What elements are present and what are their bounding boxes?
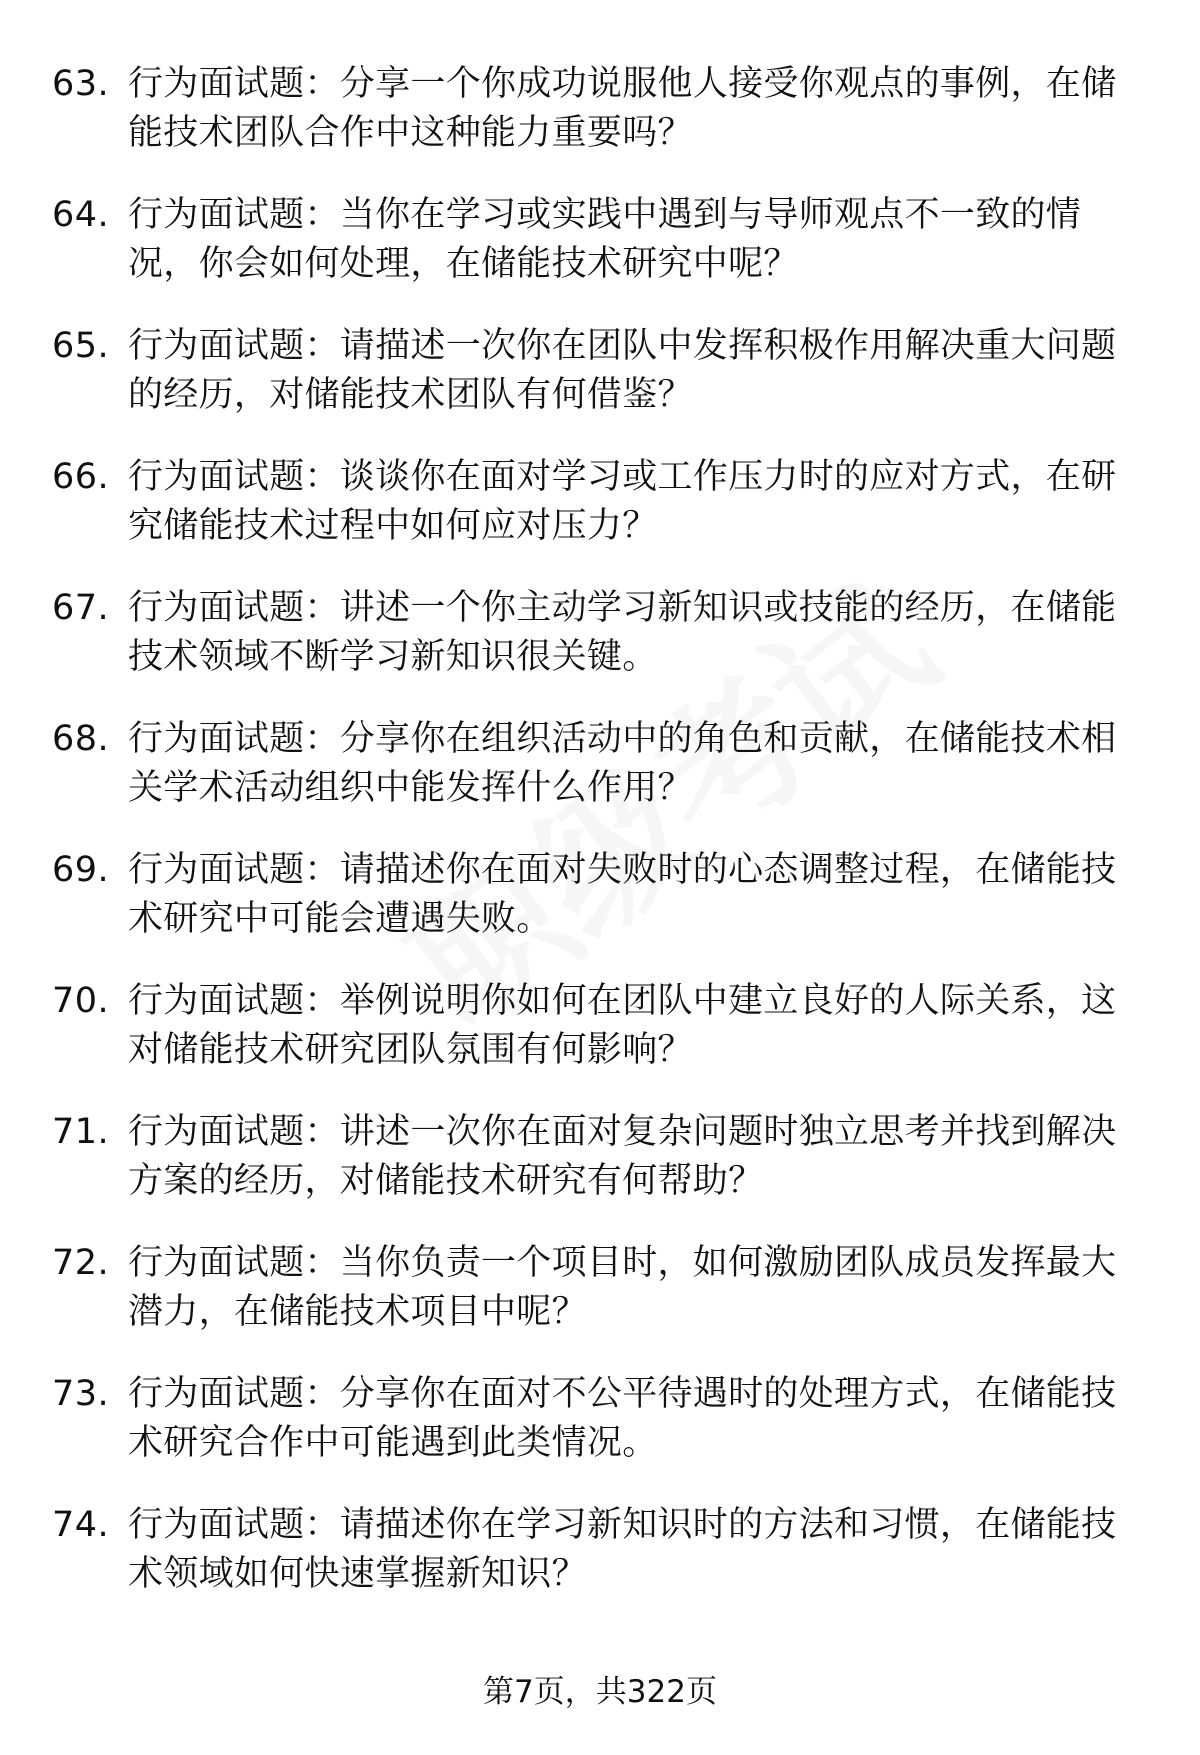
question-item-70: [52, 977, 1152, 1075]
question-number: 66.: [52, 457, 110, 497]
question-text: 行为面试题：当你在学习或实践中遇到与导师观点不一致的情况，你会如何处理，在储能技术研究中呢？: [128, 195, 1082, 284]
question-item-72: [52, 1239, 1152, 1337]
question-number: 67.: [52, 588, 110, 628]
question-number: 65.: [52, 326, 110, 366]
question-number: 73.: [52, 1374, 110, 1414]
question-text: 行为面试题：举例说明你如何在团队中建立良好的人际关系，这对储能技术研究团队氛围有何影响？: [128, 981, 1117, 1070]
question-number: 71.: [52, 1112, 110, 1152]
question-item-71: [52, 1108, 1152, 1206]
question-number: 72.: [52, 1243, 110, 1283]
question-text: 行为面试题：请描述你在面对失败时的心态调整过程，在储能技术研究中可能会遭遇失败。: [128, 850, 1117, 939]
question-text: 行为面试题：分享你在组织活动中的角色和贡献，在储能技术相关学术活动组织中能发挥什么作用？: [128, 719, 1117, 808]
question-text: 行为面试题：分享一个你成功说服他人接受你观点的事例，在储能技术团队合作中这种能力重要吗？: [128, 64, 1117, 153]
question-number: 63.: [52, 64, 110, 104]
question-number: 69.: [52, 850, 110, 890]
question-item-73: [52, 1370, 1152, 1468]
page-number-footer: 第7页，共322页: [483, 1674, 717, 1710]
question-number: 70.: [52, 981, 110, 1021]
question-text: 行为面试题：请描述一次你在团队中发挥积极作用解决重大问题的经历，对储能技术团队有何借鉴？: [128, 326, 1117, 415]
question-number: 64.: [52, 195, 110, 235]
question-text: 行为面试题：讲述一次你在面对复杂问题时独立思考并找到解决方案的经历，对储能技术研究有何帮助？: [128, 1112, 1117, 1201]
question-text: 行为面试题：谈谈你在面对学习或工作压力时的应对方式，在研究储能技术过程中如何应对压力？: [128, 457, 1117, 546]
question-number: 74.: [52, 1505, 110, 1545]
question-text: 行为面试题：分享你在面对不公平待遇时的处理方式，在储能技术研究合作中可能遇到此类情况。: [128, 1374, 1117, 1463]
question-list: [52, 60, 1152, 1632]
question-item-66: [52, 453, 1152, 551]
question-text: 行为面试题：当你负责一个项目时，如何激励团队成员发挥最大潜力，在储能技术项目中呢？: [128, 1243, 1117, 1332]
question-item-67: [52, 584, 1152, 682]
question-item-65: [52, 322, 1152, 420]
question-item-74: [52, 1501, 1152, 1599]
question-item-69: [52, 846, 1152, 944]
question-text: 行为面试题：请描述你在学习新知识时的方法和习惯，在储能技术领域如何快速掌握新知识？: [128, 1505, 1117, 1594]
question-item-63: [52, 60, 1152, 158]
question-number: 68.: [52, 719, 110, 759]
question-item-68: [52, 715, 1152, 813]
question-item-64: [52, 191, 1152, 289]
question-text: 行为面试题：讲述一个你主动学习新知识或技能的经历，在储能技术领域不断学习新知识很关键。: [128, 588, 1117, 677]
